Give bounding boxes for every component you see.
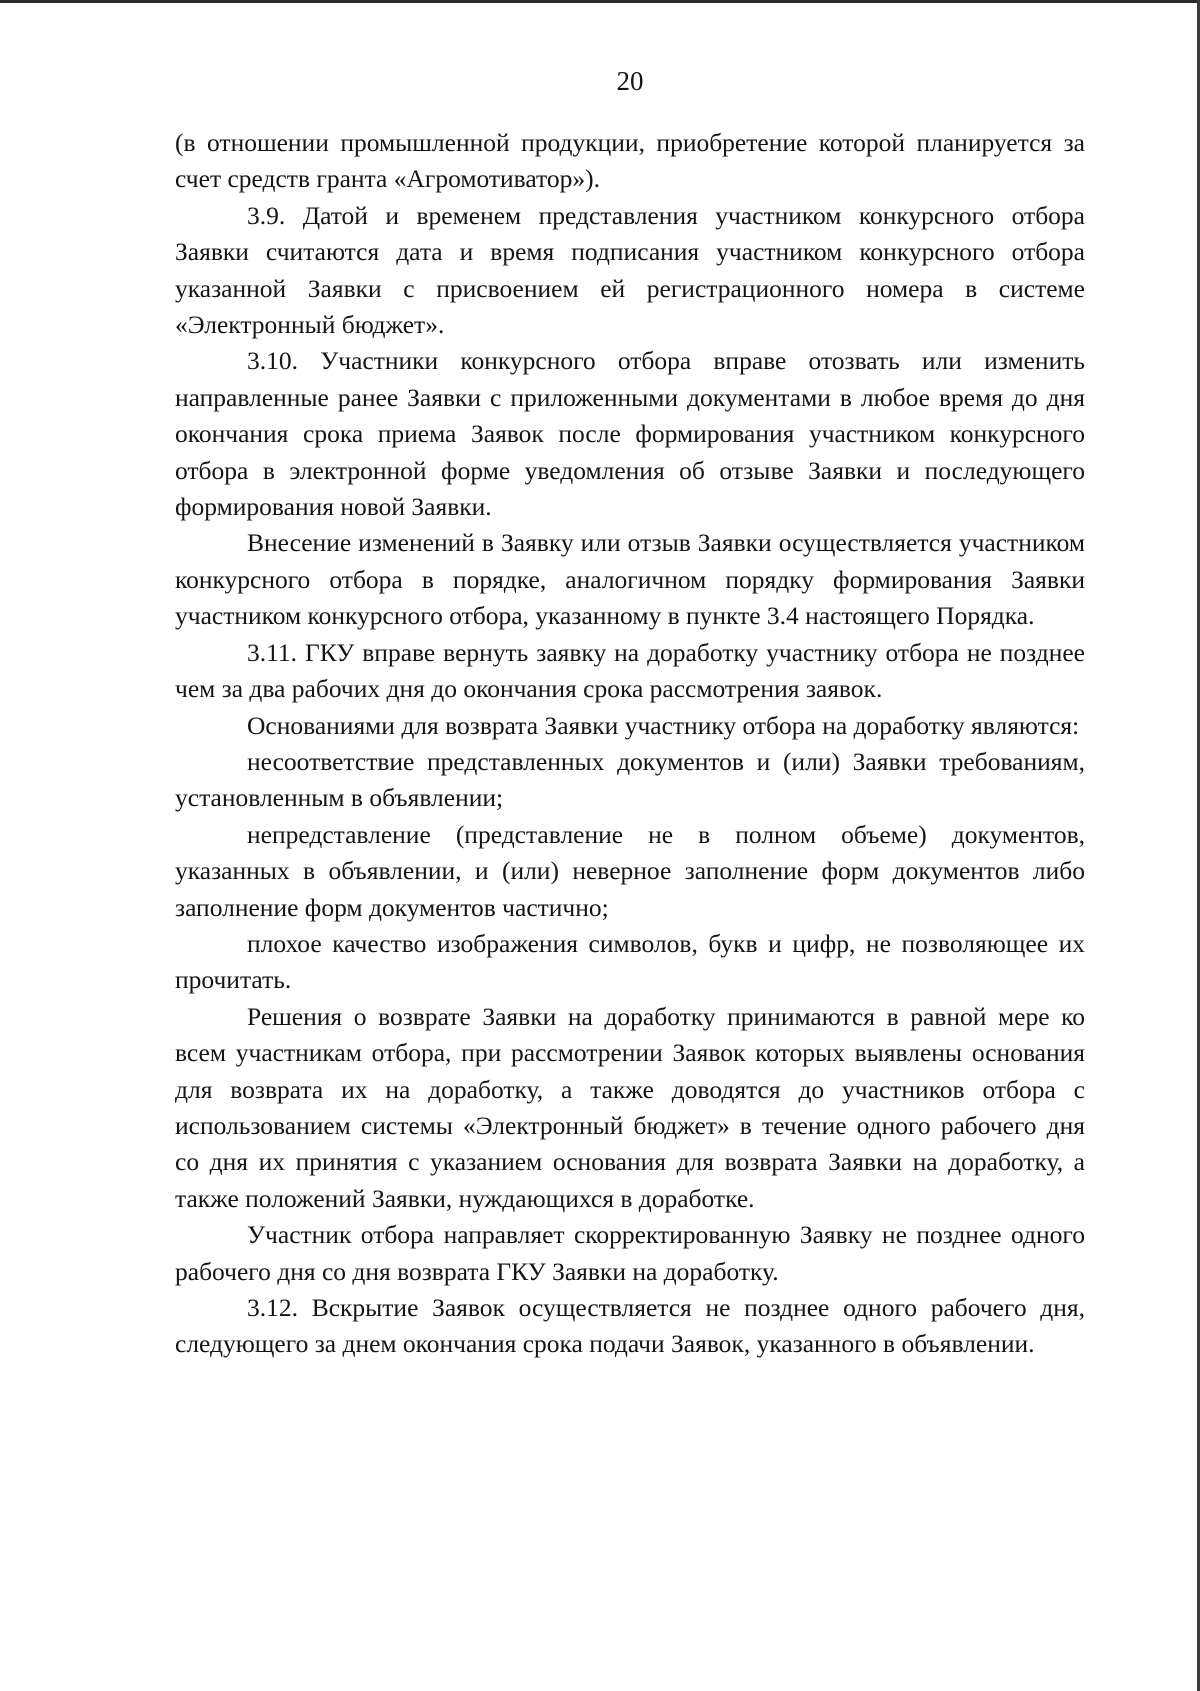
paragraph-3-12: 3.12. Вскрытие Заявок осуществляется не позднее одного рабочего дня, следующего за днем окончания срока подачи Заявок, указанного в объявлении. <box>175 1293 1085 1359</box>
page-number: 20 <box>616 66 644 96</box>
paragraph-decisions: Решения о возврате Заявки на доработку принимаются в равной мере ко всем участникам отбора, при рассмотрении Заявок которых выявлены основания для возврата их на доработку, а также доводятся до участников отбора с использованием системы «Электронный бюджет» в течение одного рабочего дня со дня их принятия с указанием основания для возврата Заявки на доработку, а также положений Заявки, нуждающихся в доработке. <box>175 1001 1085 1213</box>
paragraph-ground-missing: непредставление (представление не в полном объеме) документов, указанных в объявлении, и (или) неверное заполнение форм документов либо заполнение форм документов частично; <box>175 819 1085 922</box>
paragraph-ground-mismatch: несоответствие представленных документов и (или) Заявки требованиям, установленным в объявлении; <box>175 746 1085 813</box>
paragraph-resubmit: Участник отбора направляет скорректированную Заявку не позднее одного рабочего дня со дня возврата ГКУ Заявки на доработку. <box>175 1220 1085 1286</box>
paragraph-changes: Внесение изменений в Заявку или отзыв Заявки осуществляется участником конкурсного отбора в порядке, аналогичном порядку формирования Заявки участником конкурсного отбора, указанному в пункте 3.4 настоящего Порядка. <box>175 528 1085 631</box>
paragraph-ground-quality: плохое качество изображения символов, букв и цифр, не позволяющее их прочитать. <box>175 928 1085 995</box>
paragraph-grounds: Основаниями для возврата Заявки участнику отбора на доработку являются: <box>247 710 1080 740</box>
document-body <box>175 125 1085 1363</box>
paragraph-continuation: (в отношении промышленной продукции, приобретение которой планируется за счет средств гранта «Агромотиватор»). <box>175 128 1085 194</box>
paragraph-3-9: 3.9. Датой и временем представления участником конкурсного отбора Заявки считаются дата и время подписания участником конкурсного отбора указанной Заявки с присвоением ей регистрационного номера в системе «Электронный бюджет». <box>175 200 1085 340</box>
paragraph-3-11: 3.11. ГКУ вправе вернуть заявку на доработку участнику отбора не позднее чем за два рабочих дня до окончания срока рассмотрения заявок. <box>175 637 1085 704</box>
paragraph-3-10: 3.10. Участники конкурсного отбора вправе отозвать или изменить направленные ранее Заявки с приложенными документами в любое время до дня окончания срока приема Заявок после формирования участником конкурсного отбора в электронной форме уведомления об отзыве Заявки и последующего формирования новой Заявки. <box>175 346 1085 522</box>
scan-edge-top <box>0 0 1200 3</box>
